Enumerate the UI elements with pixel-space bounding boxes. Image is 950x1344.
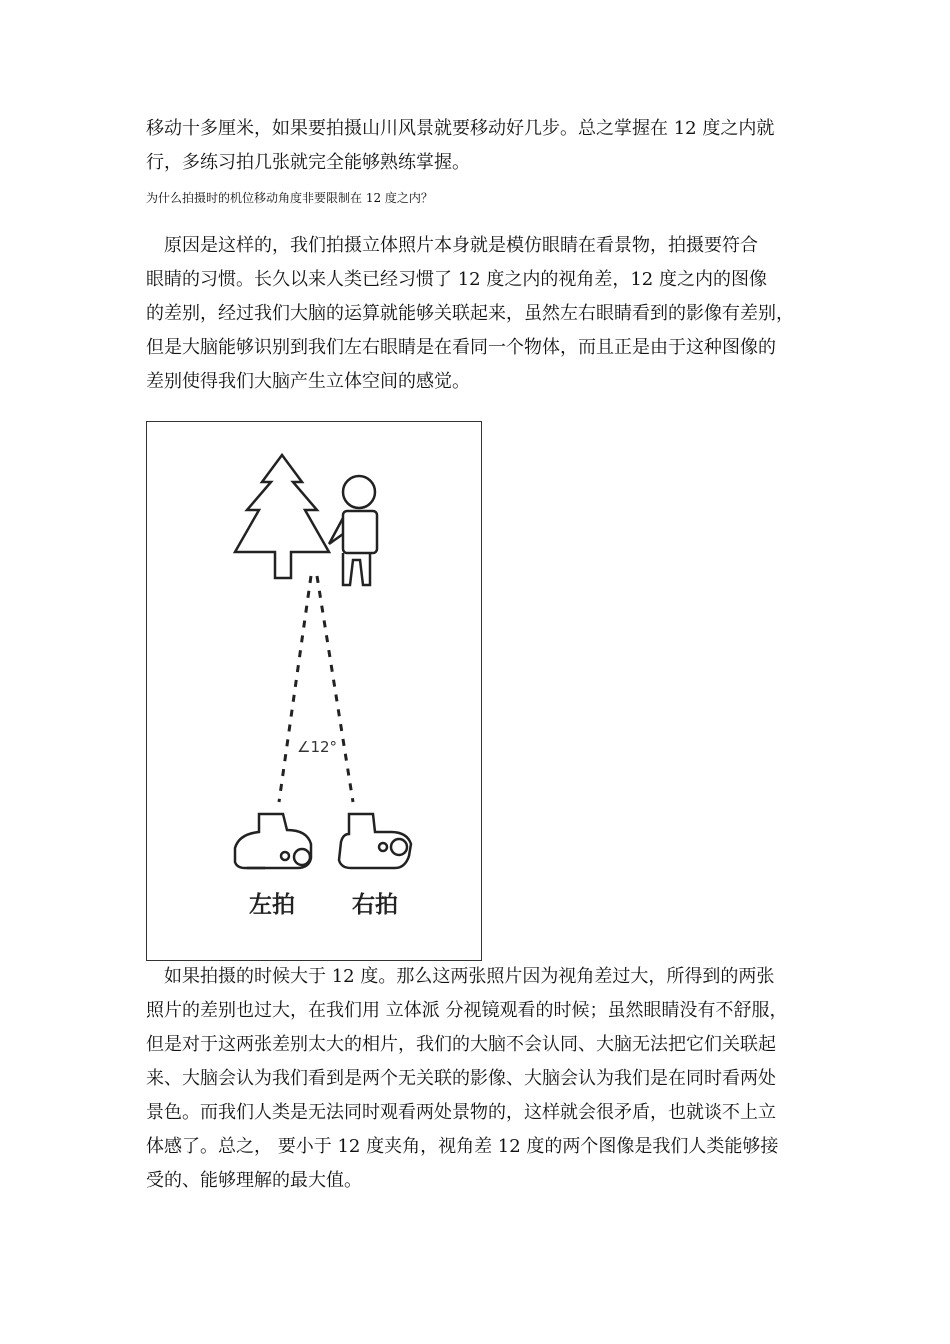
paragraph-over-angle — [146, 960, 811, 1198]
text-line: 受的、能够理解的最大值。 — [146, 1170, 362, 1191]
section-question: 为什么拍摄时的机位移动角度非要限制在 12 度之内？ — [146, 191, 433, 205]
text-line: 如果拍摄的时候大于 12 度。那么这两张照片因为视角差过大，所得到的两张 — [146, 966, 775, 987]
illustration-drawing — [147, 422, 483, 962]
text-line: 眼睛的习惯。长久以来人类已经习惯了 12 度之内的视角差，12 度之内的图像 — [146, 269, 767, 290]
right-camera-icon — [339, 814, 411, 868]
left-shot-label: 左拍 — [249, 892, 295, 918]
tree-icon — [235, 455, 329, 578]
stereo-angle-illustration — [146, 421, 482, 961]
text-line: 景色。而我们人类是无法同时观看两处景物的，这样就会很矛盾，也就谈不上立 — [146, 1102, 776, 1123]
text-line: 原因是这样的，我们拍摄立体照片本身就是模仿眼睛在看景物，拍摄要符合 — [146, 235, 758, 256]
right-shot-label: 右拍 — [352, 892, 398, 918]
text-line: 的差别，经过我们大脑的运算就能够关联起来，虽然左右眼睛看到的影像有差别， — [146, 303, 794, 324]
text-line: 来、大脑会认为我们看到是两个无关联的影像、大脑会认为我们是在同时看两处 — [146, 1068, 776, 1089]
text-line: 体感了。总之， 要小于 12 度夹角，视角差 12 度的两个图像是我们人类能够接 — [146, 1136, 779, 1157]
text-line: 行，多练习拍几张就完全能够熟练掌握。 — [146, 152, 470, 173]
angle-label: ∠12° — [297, 738, 338, 756]
text-line: 移动十多厘米，如果要拍摄山川风景就要移动好几步。总之掌握在 12 度之内就 — [146, 118, 775, 139]
person-icon — [329, 476, 377, 585]
paragraph-intro — [146, 112, 811, 180]
paragraph-reason — [146, 229, 811, 399]
text-line: 差别使得我们大脑产生立体空间的感觉。 — [146, 371, 470, 392]
left-camera-icon — [235, 814, 311, 868]
text-line: 但是大脑能够识别到我们左右眼睛是在看同一个物体，而且正是由于这种图像的 — [146, 337, 776, 358]
left-sight-line — [279, 576, 311, 802]
right-sight-line — [317, 576, 353, 802]
text-line: 但是对于这两张差别太大的相片，我们的大脑不会认同、大脑无法把它们关联起 — [146, 1034, 776, 1055]
text-line: 照片的差别也过大，在我们用 立体派 分视镜观看的时候；虽然眼睛没有不舒服， — [146, 1000, 788, 1021]
